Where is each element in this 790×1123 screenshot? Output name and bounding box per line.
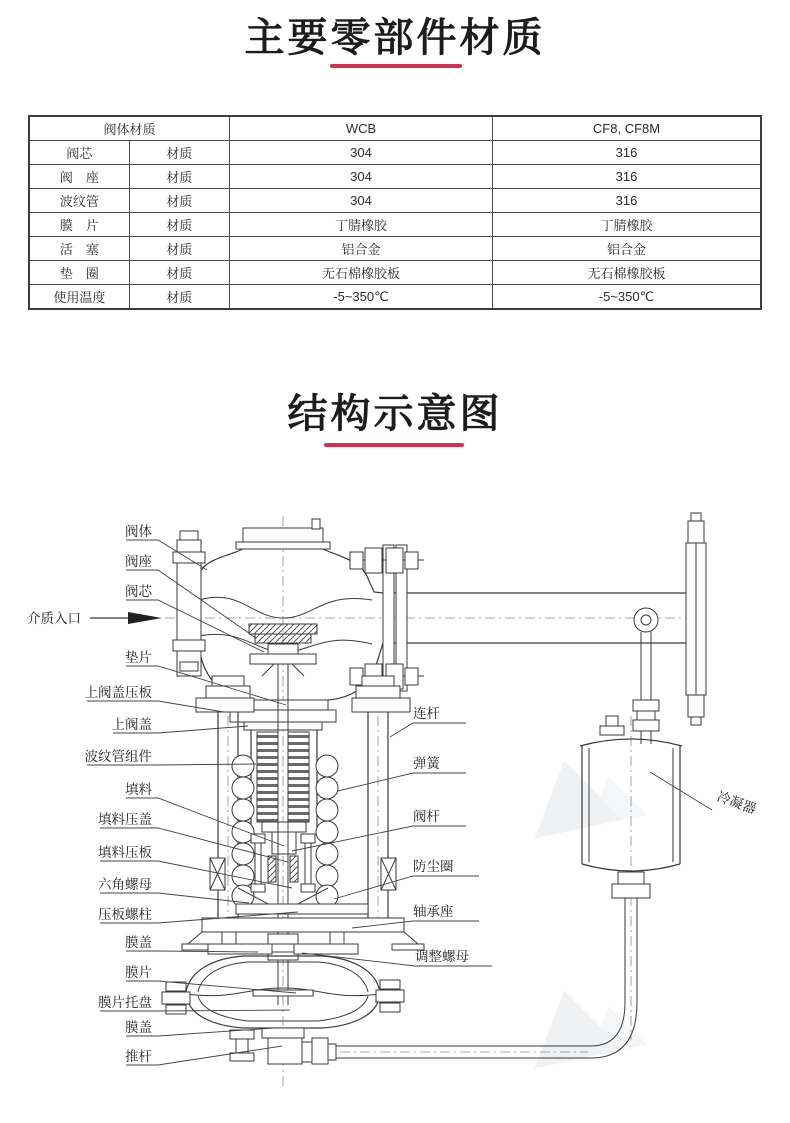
table-header-cell: WCB	[230, 116, 493, 141]
part-label: 阀座	[125, 554, 152, 569]
table-cell: 304	[230, 189, 493, 213]
part-label: 轴承座	[413, 904, 454, 919]
table-cell: 阀芯	[29, 141, 129, 165]
part-label: 填料	[125, 782, 152, 797]
part-label: 上阀盖	[111, 717, 152, 732]
table-row	[29, 213, 761, 237]
diagram-title: 结构示意图	[287, 391, 503, 437]
table-cell: -5~350℃	[493, 285, 762, 310]
table-cell: 材质	[129, 165, 229, 189]
part-label: 垫片	[125, 650, 152, 665]
part-label: 防尘圈	[413, 859, 454, 874]
table-cell: 无石棉橡胶板	[493, 261, 762, 285]
table-cell: 波纹管	[29, 189, 129, 213]
part-label: 阀芯	[125, 584, 152, 599]
table-cell: 膜 片	[29, 213, 129, 237]
part-label: 膜盖	[125, 935, 152, 950]
table-cell: 304	[230, 141, 493, 165]
part-label: 弹簧	[413, 756, 440, 771]
table-header-cell: 阀体材质	[29, 116, 230, 141]
part-label: 填料压板	[98, 845, 152, 860]
title-underline	[324, 443, 464, 447]
table-row	[29, 189, 761, 213]
table-row	[29, 261, 761, 285]
table-cell: 304	[230, 165, 493, 189]
table-row	[29, 285, 761, 310]
table-cell: 316	[493, 189, 762, 213]
part-label: 填料压盖	[98, 812, 152, 827]
table-cell: 丁腈橡胶	[493, 213, 762, 237]
table-cell: 材质	[129, 237, 229, 261]
part-label: 调整螺母	[415, 949, 469, 964]
part-label: 波纹管组件	[84, 749, 152, 764]
part-label: 膜片	[125, 965, 152, 980]
table-cell: 材质	[129, 261, 229, 285]
part-label: 膜片托盘	[98, 995, 152, 1010]
part-label: 连杆	[413, 706, 440, 721]
table-cell: 使用温度	[29, 285, 129, 310]
table-cell: -5~350℃	[230, 285, 493, 310]
page-title: 主要零部件材质	[244, 15, 546, 61]
table-cell: 垫 圈	[29, 261, 129, 285]
table-cell: 阀 座	[29, 165, 129, 189]
table-cell: 316	[493, 141, 762, 165]
part-label: 阀杆	[413, 809, 440, 824]
table-cell: 铝合金	[230, 237, 493, 261]
materials-table	[28, 115, 762, 310]
title-underline	[330, 64, 462, 68]
table-cell: 无石棉橡胶板	[230, 261, 493, 285]
table-cell: 活 塞	[29, 237, 129, 261]
table-cell: 丁腈橡胶	[230, 213, 493, 237]
table-row	[29, 141, 761, 165]
table-row	[29, 165, 761, 189]
part-label: 阀体	[125, 524, 152, 539]
part-label: 六角螺母	[98, 877, 152, 892]
part-label: 压板螺柱	[98, 907, 152, 922]
table-cell: 316	[493, 165, 762, 189]
inlet-label: 介质入口	[27, 611, 81, 626]
part-label: 推杆	[125, 1049, 152, 1064]
condenser-label: 冷凝器	[714, 788, 759, 817]
part-label: 上阀盖压板	[84, 685, 152, 700]
table-cell: 铝合金	[493, 237, 762, 261]
table-header-cell: CF8, CF8M	[493, 116, 762, 141]
table-row	[29, 116, 761, 141]
structure-diagram	[0, 460, 790, 1123]
table-row	[29, 237, 761, 261]
table-cell: 材质	[129, 213, 229, 237]
watermark-logo	[520, 746, 647, 1068]
part-label: 膜盖	[125, 1020, 152, 1035]
table-cell: 材质	[129, 285, 229, 310]
table-cell: 材质	[129, 189, 229, 213]
inlet-arrow	[90, 612, 162, 624]
table-cell: 材质	[129, 141, 229, 165]
link-rod	[633, 608, 659, 744]
